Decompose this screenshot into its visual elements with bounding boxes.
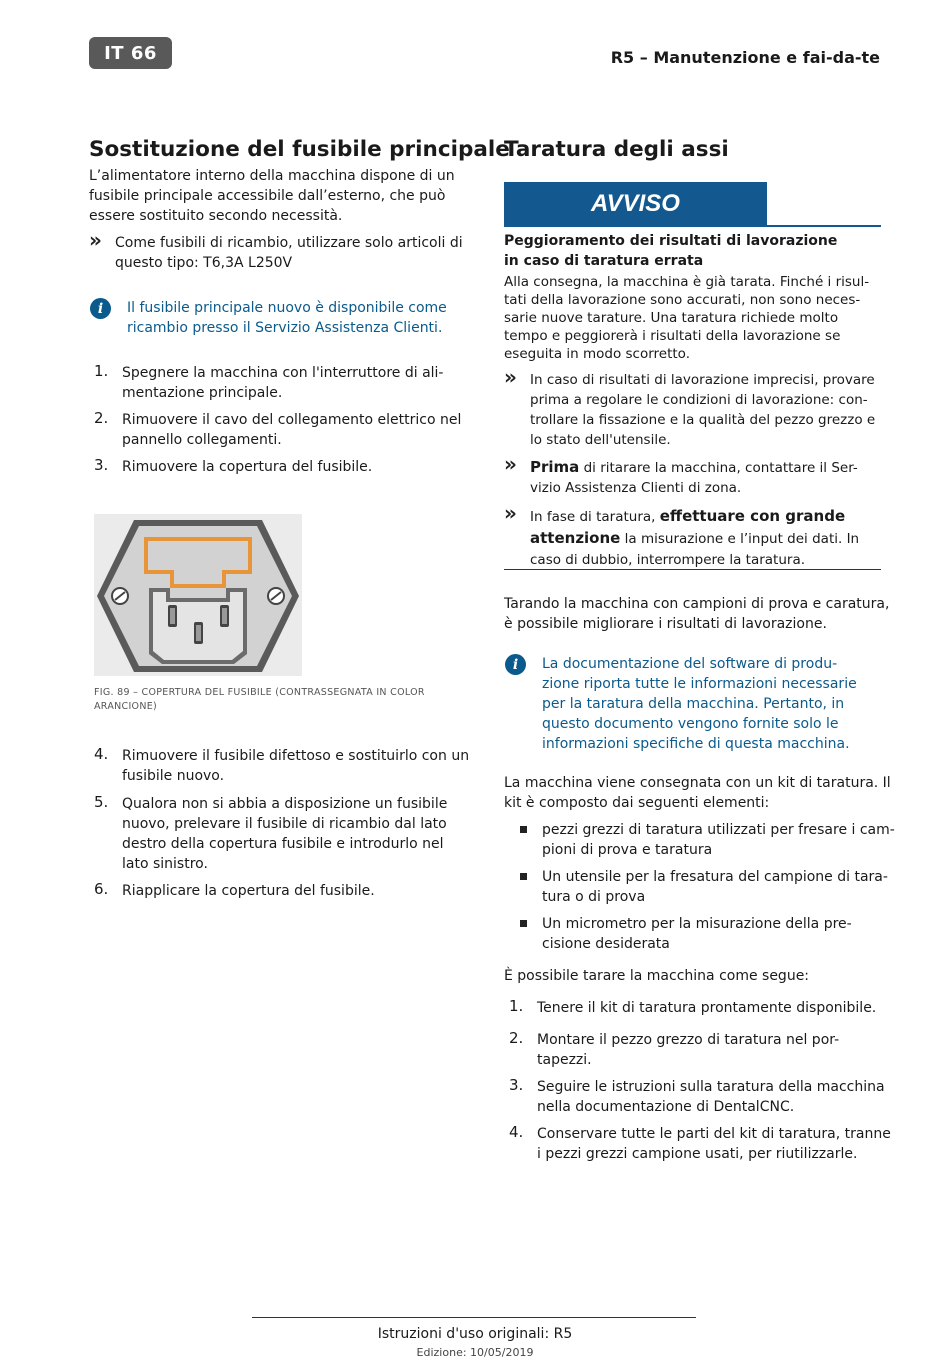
footer-title: Istruzioni d'uso originali: R5 — [377, 1326, 573, 1342]
info-icon: i — [90, 298, 111, 319]
figure-caption: FIG. 89 – COPERTURA DEL FUSIBILE (CONTRASSEGNATA IN COLOR ARANCIONE) — [94, 687, 425, 712]
notice-body: Alla consegna, la macchina è già tarata. Finché i risul- tati della lavorazione sono accurati, non sono neces- sarie nuove tarature. Una taratura richiede molto tempo e peggiorerà i risultati della lavorazione se eseguita in modo scorretto. — [504, 274, 870, 362]
list-square-icon — [520, 873, 527, 880]
list-item: Un micrometro per la misurazione della pre- cisione desiderata — [542, 916, 852, 952]
footer-date: Edizione: 10/05/2019 — [416, 1346, 534, 1359]
step-number: 2. — [94, 409, 109, 427]
step-number: 1. — [94, 362, 109, 380]
step-text: Conservare tutte le parti del kit di taratura, tranne i pezzi grezzi campione usati, per riutilizzarle. — [537, 1126, 891, 1162]
info-icon: i — [505, 654, 526, 675]
notice-top-rule — [504, 225, 881, 227]
step-number: 5. — [94, 793, 109, 811]
notice-label: AVVISO — [504, 182, 767, 225]
step-number: 4. — [94, 745, 109, 763]
bullet-arrow-icon: » — [89, 228, 102, 252]
step-text: Montare il pezzo grezzo di taratura nel por- tapezzi. — [537, 1032, 840, 1068]
step-text: Tenere il kit di taratura prontamente disponibile. — [537, 1000, 877, 1016]
step-number: 2. — [509, 1029, 524, 1047]
left-info-note: Il fusibile principale nuovo è disponibile come ricambio presso il Servizio Assistenza Clienti. — [127, 300, 447, 336]
step-number: 4. — [509, 1123, 524, 1141]
step-number: 3. — [509, 1076, 524, 1094]
left-intro: L’alimentatore interno della macchina dispone di un fusibile principale accessibile dall’esterno, che può essere sostituito secondo necessità. — [89, 168, 455, 224]
list-square-icon — [520, 826, 527, 833]
bullet-arrow-icon: » — [504, 501, 517, 525]
step-text: Seguire le istruzioni sulla taratura della macchina nella documentazione di DentalCNC. — [537, 1079, 885, 1115]
step-text: Rimuovere il cavo del collegamento elettrico nel pannello collegamenti. — [122, 412, 462, 448]
step-number: 3. — [94, 456, 109, 474]
right-section-title: Taratura degli assi — [504, 137, 729, 162]
step-text: Riapplicare la copertura del fusibile. — [122, 883, 375, 899]
page-number-badge: IT 66 — [89, 37, 172, 69]
step-number: 6. — [94, 880, 109, 898]
bullet-arrow-icon: » — [504, 452, 517, 476]
notice-bullet-1: » In caso di risultati di lavorazione imprecisi, provare prima a regolare le condizioni di lavorazione: con- trollare la fissazione e la qualità del pezzo grezzo e lo stato dell'utensile. — [504, 365, 876, 448]
notice-bottom-rule — [504, 569, 881, 570]
step-text: Rimuovere il fusibile difettoso e sostituirlo con un fusibile nuovo. — [122, 748, 470, 784]
left-bullet-fuse-type: » Come fusibili di ricambio, utilizzare solo articoli di questo tipo: T6,3A L250V — [89, 228, 463, 271]
step-number: 1. — [509, 997, 524, 1015]
step-text: Qualora non si abbia a disposizione un fusibile nuovo, prelevare il fusibile di ricambio dal lato destro della copertura fusibile e introdurlo nel lato sinistro. — [122, 796, 448, 872]
right-paragraph-1: Tarando la macchina con campioni di prova e caratura, è possibile migliorare i risultati di lavorazione. — [504, 596, 890, 632]
step-text: Rimuovere la copertura del fusibile. — [122, 459, 373, 475]
right-info-note: La documentazione del software di produ- zione riporta tutte le informazioni necessarie per la taratura della macchina. Pertanto, in questo documento vengono fornite solo le informazioni specifiche di questa macchina. — [542, 656, 857, 752]
list-item: pezzi grezzi di taratura utilizzati per fresare i cam- pioni di prova e taratura — [542, 822, 895, 858]
notice-heading: Peggioramento dei risultati di lavorazione in caso di taratura errata — [504, 233, 838, 269]
notice-bullet-2: » Prima di ritarare la macchina, contattare il Ser- vizio Assistenza Clienti di zona. — [504, 452, 858, 496]
header-section-title: R5 – Manutenzione e fai-da-te — [610, 48, 880, 67]
fuse-cover-figure — [94, 514, 302, 676]
footer-rule — [252, 1317, 696, 1318]
list-square-icon — [520, 920, 527, 927]
notice-bullet-3: » In fase di taratura, effettuare con grande attenzione la misurazione e l’input dei dati. In caso di dubbio, interrompere la taratura. — [504, 501, 860, 568]
left-section-title: Sostituzione del fusibile principale — [89, 137, 510, 162]
bullet-arrow-icon: » — [504, 365, 517, 389]
step-text: Spegnere la macchina con l'interruttore di ali- mentazione principale. — [122, 365, 444, 401]
list-item: Un utensile per la fresatura del campione di tara- tura o di prova — [542, 869, 888, 905]
right-paragraph-2: La macchina viene consegnata con un kit di taratura. Il kit è composto dai seguenti elementi: — [504, 775, 891, 811]
right-paragraph-3: È possibile tarare la macchina come segue: — [504, 968, 810, 984]
